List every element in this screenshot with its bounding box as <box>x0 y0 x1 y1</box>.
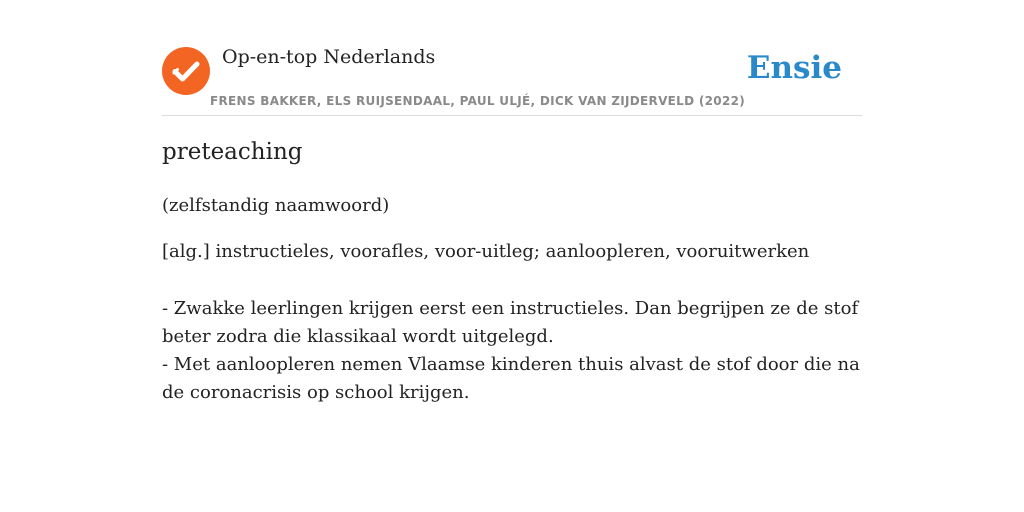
source-logo[interactable] <box>162 47 210 95</box>
example-sentence: - Met aanloopleren nemen Vlaamse kinderen thuis alvast de stof door die na de coronacrisis op school krijgen. <box>162 354 860 403</box>
entry-card <box>162 40 862 403</box>
part-of-speech: (zelfstandig naamwoord) <box>162 195 390 216</box>
headword: preteaching <box>162 139 303 165</box>
examples <box>162 295 862 407</box>
brand-logo[interactable]: Ensie <box>746 50 842 86</box>
source-header <box>162 40 862 116</box>
source-authors: FRENS BAKKER, ELS RUIJSENDAAL, PAUL ULJÉ, DICK VAN ZIJDERVELD (2022) <box>210 94 746 108</box>
example-sentence: - Zwakke leerlingen krijgen eerst een instructieles. Dan begrijpen ze de stof beter zodra die klassikaal wordt uitgelegd. <box>162 298 859 347</box>
source-title[interactable]: Op-en-top Nederlands <box>222 46 436 68</box>
definition: [alg.] instructieles, voorafles, voor-uitleg; aanloopleren, vooruitwerken <box>162 241 810 262</box>
checkmark-icon <box>162 47 210 95</box>
